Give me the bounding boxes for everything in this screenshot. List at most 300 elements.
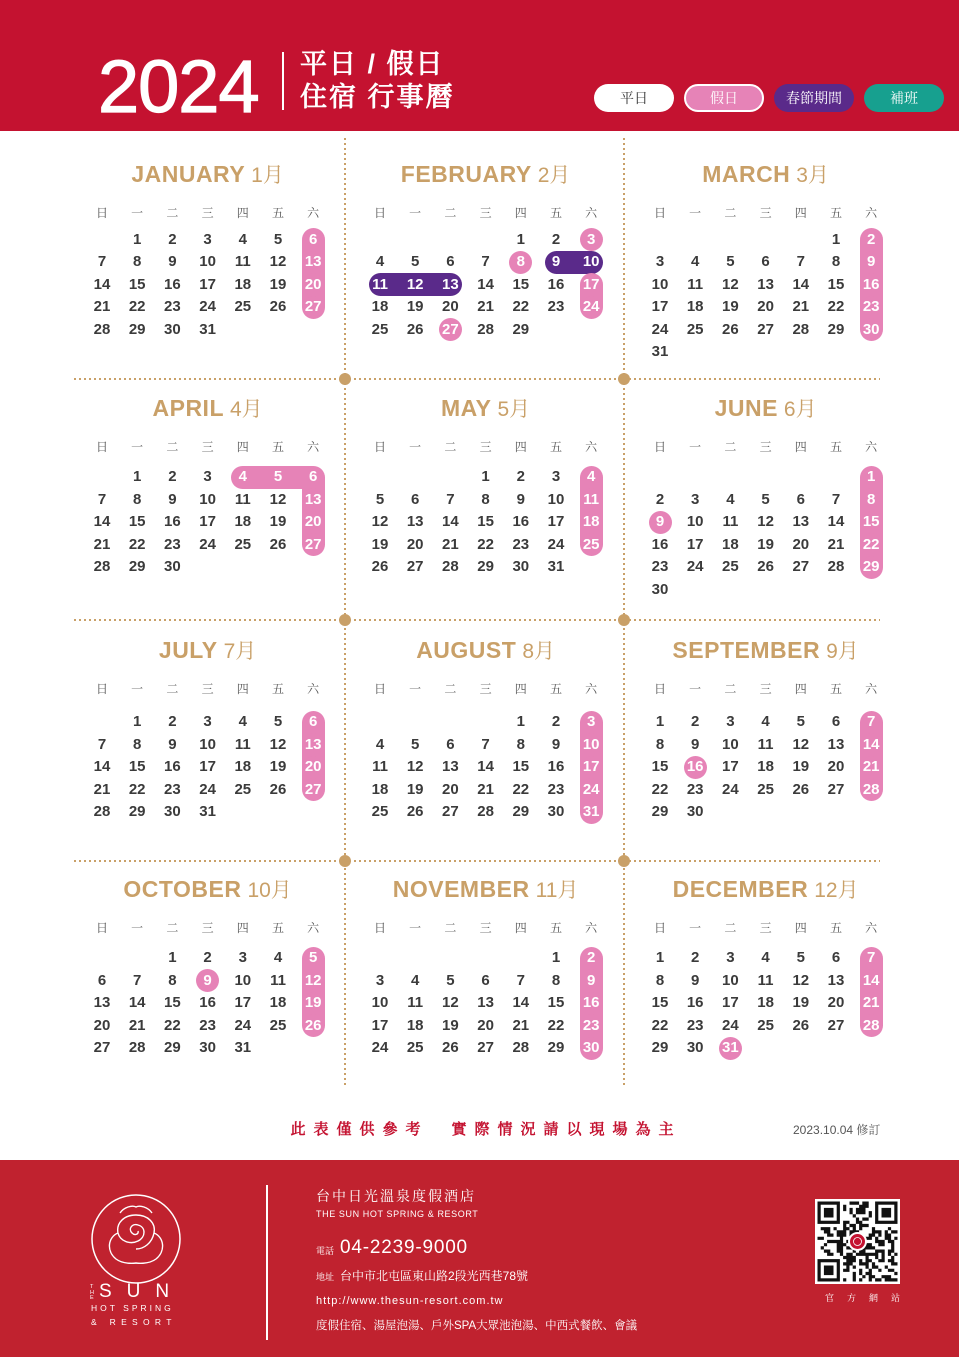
weekday-label: 一 [409,206,422,220]
date-cell: 29 [547,1039,565,1056]
date-cell: 5 [309,949,318,966]
weekday-label: 四 [236,206,249,220]
date-cell: 10 [722,971,739,989]
weekday-label: 四 [794,921,807,935]
date-cell: 17 [234,994,252,1011]
date-cell: 10 [686,513,704,530]
date-cell: 27 [304,780,322,798]
date-cell: 17 [582,275,600,293]
date-cell: 12 [442,994,459,1011]
date-cell: 24 [371,1039,389,1056]
date-cell: 11 [234,253,251,270]
legend-holiday: 假日 [684,84,764,112]
weekday-label: 一 [409,682,422,696]
footer-divider [266,1185,268,1340]
date-cell: 9 [168,253,177,270]
date-cell: 17 [547,513,565,530]
weekday-label: 一 [689,682,702,696]
date-cell: 4 [761,949,770,966]
weekday-label: 三 [201,440,214,454]
date-cell: 15 [128,275,146,293]
date-cell: 14 [827,513,845,530]
date-cell: 10 [722,735,739,753]
date-cell: 4 [238,713,247,730]
date-cell: 17 [686,535,704,553]
date-cell: 23 [164,780,181,798]
date-cell: 6 [309,713,318,730]
date-cell: 3 [203,713,212,730]
date-cell: 12 [269,490,287,508]
date-cell: 19 [792,758,810,775]
weekday-label: 五 [549,921,562,935]
weekday-label: 一 [689,206,702,220]
weekday-label: 日 [653,921,666,935]
date-cell: 5 [796,713,805,730]
hotel-name-zh: 台中日光溫泉度假酒店 [316,1188,476,1204]
weekday-label: 五 [271,682,284,696]
date-cell: 29 [827,320,845,338]
date-cell: 29 [512,803,530,820]
date-cell: 23 [512,535,530,553]
date-cell: 22 [651,780,669,798]
date-cell: 28 [93,803,111,820]
date-cell: 6 [309,468,318,485]
date-cell: 20 [93,1016,111,1034]
weekday-label: 五 [829,206,842,220]
date-cell: 8 [516,735,525,753]
rose-logo-icon [90,1193,182,1285]
date-cell: 13 [827,735,845,753]
date-cell: 20 [792,535,810,553]
date-cell: 20 [304,758,322,775]
weekday-label: 三 [479,682,492,696]
date-cell: 23 [651,558,669,575]
date-cell: 31 [582,803,600,820]
date-cell: 11 [757,735,774,753]
date-cell: 19 [406,780,424,798]
weekday-label: 一 [689,921,702,935]
date-cell: 21 [477,780,494,798]
date-cell: 21 [442,535,459,553]
weekday-label: 三 [201,682,214,696]
date-cell: 13 [406,513,424,530]
date-cell: 26 [442,1039,459,1056]
title-line-2: 住宿 行事曆 [300,82,455,112]
date-cell: 8 [867,490,876,508]
hotel-name-en: THE SUN HOT SPRING & RESORT [316,1209,479,1219]
date-cell: 22 [512,298,530,315]
date-cell: 26 [269,780,287,798]
date-cell: 15 [164,994,181,1011]
date-cell: 14 [512,994,530,1011]
date-cell: 17 [199,275,216,293]
date-cell: 13 [792,513,810,530]
weekday-label: 一 [131,921,144,935]
date-cell: 29 [651,1039,669,1056]
address: 台中市北屯區東山路2段光西巷78號 [340,1269,529,1283]
month-name-zh: 6月 [783,398,817,421]
date-cell: 5 [761,490,770,508]
date-cell: 8 [133,253,142,270]
date-cell: 10 [582,253,600,270]
month-name-zh: 1月 [251,164,284,187]
date-cell: 3 [375,971,385,989]
date-cell: 4 [411,971,420,989]
date-cell: 22 [128,298,146,315]
month-name-zh: 3月 [796,164,829,187]
weekday-label: 四 [236,440,249,454]
month-title [336,874,636,904]
date-cell: 25 [371,803,389,820]
weekday-label: 四 [794,440,807,454]
date-cell: 22 [477,535,494,553]
date-cell: 4 [238,230,247,248]
date-cell: 20 [477,1016,494,1034]
date-cell: 27 [304,298,322,315]
date-cell: 3 [203,230,212,248]
qr-caption: 官方網站 [825,1293,914,1303]
month-name-en: MAY [441,395,492,421]
date-cell: 29 [512,320,530,338]
weekday-label: 六 [585,682,598,696]
date-cell: 20 [304,275,322,293]
weekday-label: 一 [131,682,144,696]
weekday-label: 日 [653,682,666,696]
date-cell: 10 [371,994,389,1011]
date-cell: 3 [726,949,735,966]
date-cell: 30 [686,803,704,820]
address-label: 地址 [316,1272,335,1282]
weekday-label: 四 [794,206,807,220]
month-name-en: NOVEMBER [392,876,530,902]
date-cell: 19 [304,994,322,1011]
date-cell: 14 [862,735,880,753]
date-cell: 6 [446,253,455,270]
date-cell: 12 [757,513,774,530]
weekday-label: 二 [724,440,737,454]
date-cell: 5 [796,949,805,966]
date-cell: 6 [831,713,841,730]
date-cell: 10 [199,490,216,508]
date-cell: 20 [827,758,845,775]
date-cell: 28 [477,803,494,820]
date-cell: 25 [722,558,739,575]
date-cell: 11 [234,735,251,753]
date-cell: 26 [792,1016,810,1034]
date-cell: 21 [792,298,810,315]
month-title [58,159,358,189]
date-cell: 14 [93,513,111,530]
month-name-en: SEPTEMBER [672,637,821,663]
date-cell: 27 [792,558,810,575]
date-cell: 18 [371,298,389,315]
legend-spring-festival: 春節期間 [774,84,854,112]
date-cell: 18 [406,1016,424,1034]
date-cell: 27 [93,1039,111,1056]
date-cell: 13 [442,275,459,293]
date-cell: 13 [304,253,322,270]
date-cell: 12 [792,971,810,989]
date-cell: 10 [199,253,216,270]
date-cell: 23 [199,1016,216,1034]
logo-text-resort: & RESORT [91,1317,177,1327]
date-cell: 22 [164,1016,181,1034]
weekday-label: 日 [373,440,386,454]
weekday-label: 一 [409,440,422,454]
title-line-1: 平日 / 假日 [300,49,445,79]
date-cell: 13 [827,971,845,989]
date-cell: 9 [516,490,525,508]
date-cell: 15 [512,275,530,293]
date-cell: 9 [168,735,177,753]
date-cell: 14 [862,971,880,989]
date-cell: 24 [582,780,600,798]
date-cell: 26 [269,535,287,553]
weekday-label: 一 [131,206,144,220]
date-cell: 28 [93,558,111,575]
date-cell: 20 [304,513,322,530]
weekday-label: 三 [479,206,492,220]
date-cell: 11 [583,490,600,508]
date-cell: 21 [862,758,880,775]
date-cell: 1 [551,949,561,966]
date-cell: 12 [269,253,287,270]
weekday-label: 二 [166,921,179,935]
date-cell: 9 [691,971,700,989]
weekday-label: 五 [829,440,842,454]
phone-number: 04-2239-9000 [340,1237,468,1258]
date-cell: 9 [691,735,700,753]
date-cell: 2 [168,713,177,730]
date-cell: 24 [547,535,565,553]
date-cell: 10 [582,735,600,753]
date-cell: 19 [792,994,810,1011]
weekday-label: 五 [549,440,562,454]
date-cell: 16 [582,994,600,1011]
date-cell: 18 [371,780,389,798]
month-title [616,635,916,665]
date-cell: 21 [93,535,111,553]
date-cell: 3 [691,490,700,508]
date-cell: 1 [133,713,142,730]
month-name-zh: 4月 [230,398,263,421]
date-cell: 16 [164,758,181,775]
date-cell: 2 [691,713,700,730]
date-cell: 28 [862,1016,880,1034]
date-cell: 4 [238,468,247,485]
date-cell: 18 [234,275,252,293]
legend-weekday: 平日 [594,84,674,112]
date-cell: 2 [168,468,177,485]
date-cell: 2 [516,468,525,485]
date-cell: 30 [164,320,181,338]
date-cell: 24 [234,1016,252,1034]
weekday-label: 三 [759,206,772,220]
date-cell: 4 [273,949,283,966]
date-cell: 10 [234,971,252,989]
weekday-label: 二 [166,682,179,696]
date-cell: 2 [551,713,561,730]
date-cell: 1 [133,468,142,485]
date-cell: 19 [269,275,287,293]
month-title [616,393,916,423]
month-title [616,159,916,189]
date-cell: 8 [655,971,665,989]
services-list: 度假住宿、湯屋泡湯、戶外SPA大眾池泡湯、中西式餐飲、會議 [316,1320,638,1332]
date-cell: 14 [442,513,459,530]
legend-makeup-workday: 補班 [864,84,944,112]
weekday-label: 五 [829,921,842,935]
date-cell: 7 [481,253,490,270]
date-cell: 1 [655,949,665,966]
date-cell: 15 [862,513,880,530]
date-cell: 27 [477,1039,494,1056]
date-cell: 1 [867,468,876,485]
date-cell: 11 [270,971,286,989]
date-cell: 8 [133,735,142,753]
logo-text-hot-spring: HOT SPRING [91,1303,174,1313]
weekday-label: 日 [373,682,386,696]
date-cell: 30 [547,803,565,820]
date-cell: 23 [547,780,565,798]
month-title [58,393,358,423]
date-cell: 7 [796,253,805,270]
date-cell: 5 [273,230,283,248]
date-cell: 11 [234,490,251,508]
date-cell: 30 [582,1039,600,1056]
weekday-label: 六 [865,440,878,454]
weekday-label: 三 [479,440,492,454]
date-cell: 22 [512,780,530,798]
date-cell: 5 [411,735,420,753]
date-cell: 17 [199,758,216,775]
weekday-label: 六 [865,921,878,935]
date-cell: 3 [551,468,561,485]
month-name-en: MARCH [702,161,791,187]
month-name-zh: 7月 [223,640,257,663]
weekday-label: 二 [444,921,457,935]
date-cell: 31 [651,343,669,360]
date-cell: 24 [582,298,600,315]
date-cell: 1 [481,468,490,485]
date-cell: 21 [862,994,880,1011]
date-cell: 15 [547,994,565,1011]
date-cell: 9 [551,253,561,270]
phone-label: 電話 [316,1246,335,1256]
date-cell: 18 [757,758,774,775]
date-cell: 29 [128,558,146,575]
date-cell: 1 [831,230,841,248]
date-cell: 27 [757,320,774,338]
date-cell: 19 [406,298,424,315]
date-cell: 2 [691,949,700,966]
weekday-label: 日 [373,921,386,935]
date-cell: 29 [651,803,669,820]
date-cell: 31 [199,320,216,338]
date-cell: 27 [442,803,459,820]
month-name-en: OCTOBER [123,876,242,902]
date-cell: 15 [128,758,146,775]
date-cell: 7 [446,490,455,508]
weekday-label: 三 [759,682,772,696]
weekday-label: 四 [514,440,527,454]
date-cell: 6 [481,971,490,989]
date-cell: 2 [203,949,212,966]
date-cell: 16 [164,513,181,530]
weekday-label: 四 [794,682,807,696]
date-cell: 3 [238,949,247,966]
weekday-label: 六 [585,921,598,935]
date-cell: 21 [93,298,111,315]
date-cell: 25 [371,320,389,338]
date-cell: 8 [655,735,665,753]
date-cell: 23 [582,1016,600,1034]
date-cell: 11 [372,275,388,293]
date-cell: 26 [757,558,774,575]
date-cell: 5 [273,713,283,730]
date-cell: 4 [375,253,385,270]
date-cell: 13 [757,275,774,293]
weekday-label: 二 [724,682,737,696]
date-cell: 23 [686,1016,704,1034]
date-cell: 23 [686,780,704,798]
month-name-zh: 12月 [814,879,859,902]
date-cell: 3 [587,230,596,248]
weekday-label: 三 [201,206,214,220]
date-cell: 27 [406,558,424,575]
date-cell: 12 [269,735,287,753]
date-cell: 26 [269,298,287,315]
date-cell: 14 [93,275,111,293]
date-cell: 1 [655,713,665,730]
date-cell: 31 [722,1039,739,1056]
date-cell: 11 [407,994,424,1011]
date-cell: 19 [269,513,287,530]
date-cell: 15 [827,275,845,293]
weekday-label: 二 [166,440,179,454]
date-cell: 9 [551,735,561,753]
date-cell: 4 [587,468,596,485]
month-name-en: FEBRUARY [400,161,532,187]
date-cell: 13 [304,490,322,508]
month-name-en: JUNE [714,395,778,421]
date-cell: 23 [164,298,181,315]
date-cell: 23 [862,298,880,315]
date-cell: 20 [827,994,845,1011]
date-cell: 6 [97,971,107,989]
weekday-label: 二 [444,206,457,220]
date-cell: 25 [234,535,252,553]
weekday-label: 五 [829,682,842,696]
date-cell: 30 [686,1039,704,1056]
date-cell: 25 [234,780,252,798]
date-cell: 6 [761,253,770,270]
weekday-label: 四 [514,921,527,935]
date-cell: 26 [406,803,424,820]
month-name-en: DECEMBER [672,876,809,902]
date-cell: 7 [831,490,841,508]
weekday-label: 六 [865,206,878,220]
date-cell: 8 [168,971,177,989]
date-cell: 18 [234,513,252,530]
date-cell: 3 [587,713,596,730]
weekday-label: 二 [724,206,737,220]
date-cell: 16 [547,758,565,775]
date-cell: 8 [831,253,841,270]
month-title [336,635,636,665]
date-cell: 12 [792,735,810,753]
year-title: 2024 [98,45,259,128]
